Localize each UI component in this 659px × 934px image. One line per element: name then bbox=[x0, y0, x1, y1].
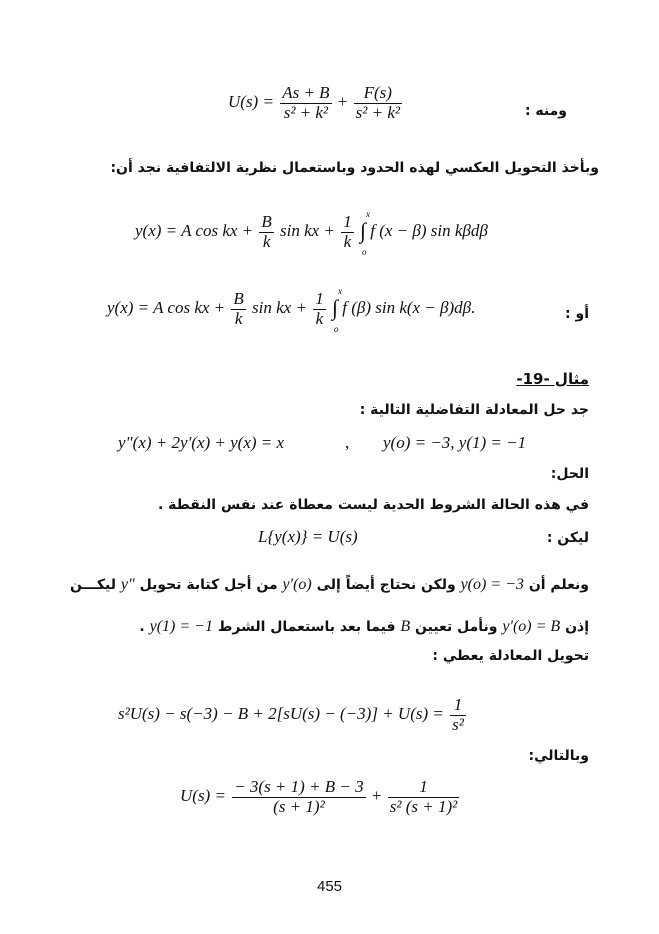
transform-eq-label: تحويل المعادلة يعطي : bbox=[432, 648, 589, 664]
fraction: $\frac{B}{k}$ bbox=[233, 289, 244, 328]
boundary-conditions: y(o) = −3, y(1) = −1 bbox=[383, 433, 527, 452]
integral-sign: ∫ bbox=[359, 218, 366, 244]
eq-usolution: U(s) = $\frac{As + B}{\text{s² + k²}}$ + $\frac{F(s)}{\text{s² + k²}}$ bbox=[228, 83, 400, 122]
example-title: مثال -19- bbox=[516, 370, 589, 388]
fraction: $\frac{As + B}{\text{s² + k²}}$ bbox=[282, 83, 330, 122]
let-label: ليكن : bbox=[546, 530, 589, 546]
fraction: $\frac{1}{\text{s² (s + 1)²}}$ bbox=[389, 777, 458, 816]
ode-equation: y"(x) + 2y′(x) + y(x) = x bbox=[118, 433, 285, 452]
fraction: $\frac{1}{\text{s²}}$ bbox=[452, 695, 464, 734]
solve-prompt: جد حل المعادلة التفاضلية التالية : bbox=[359, 402, 589, 418]
page-number: 455 bbox=[316, 878, 343, 895]
eq-yx-first: y(x) = A cos kx + $\frac{B}{k}$ sin kx + $\frac{1}{k}$ ∫ x o f (x − β) sin kβdβ bbox=[135, 209, 488, 258]
text-line-know: ونعلم أن y(o) = −3 ولكن نحتاج أيضاً إلى y′(o) من أجل كتابة تحويل y" ليكـــن bbox=[69, 576, 589, 593]
thus-label: وبالتالي: bbox=[528, 748, 589, 764]
fraction: $\frac{1}{k}$ bbox=[315, 289, 324, 328]
or-label: أو : bbox=[565, 306, 589, 322]
fraction: $\frac{1}{k}$ bbox=[343, 212, 352, 251]
transform-definition: L{y(x)} = U(s) bbox=[258, 527, 358, 546]
case-text: في هذه الحالة الشروط الحدية ليست معطاة عند نفس النقطة . bbox=[157, 497, 589, 513]
integral-sign: ∫ bbox=[331, 295, 338, 321]
eq-yx-second: y(x) = A cos kx + $\frac{B}{k}$ sin kx + $\frac{1}{k}$ ∫ x o f (β) sin k(x − β)dβ. bbox=[107, 286, 476, 335]
fraction: $\frac{- 3(s + 1) + B - 3}{\text{(s + 1)²}}$ bbox=[234, 777, 364, 816]
solution-label: الحل: bbox=[550, 466, 589, 482]
fraction: $\frac{F(s)}{\text{s² + k²}}$ bbox=[355, 83, 400, 122]
eq-transformed: s²U(s) − s(−3) − B + 2[sU(s) − (−3)] + U(s) = $\frac{1}{\text{s²}}$ bbox=[118, 695, 464, 734]
text-line-then: إذن y′(o) = B ونأمل تعيين B فيما بعد باستعمال الشرط y(1) = −1 . bbox=[139, 618, 589, 635]
ode-separator: , bbox=[345, 433, 350, 452]
intro-label: ومنه : bbox=[524, 103, 567, 119]
fraction: $\frac{B}{k}$ bbox=[261, 212, 272, 251]
text-inverse-transform: وبأخذ التحويل العكسي لهذه الحدود وباستعمال نظرية الالتفافية نجد أن: bbox=[110, 160, 599, 176]
eq-usolution-final: U(s) = $\frac{- 3(s + 1) + B - 3}{\text{(s + 1)²}}$ + $\frac{1}{\text{s² (s + 1)²}}$ bbox=[180, 777, 458, 816]
